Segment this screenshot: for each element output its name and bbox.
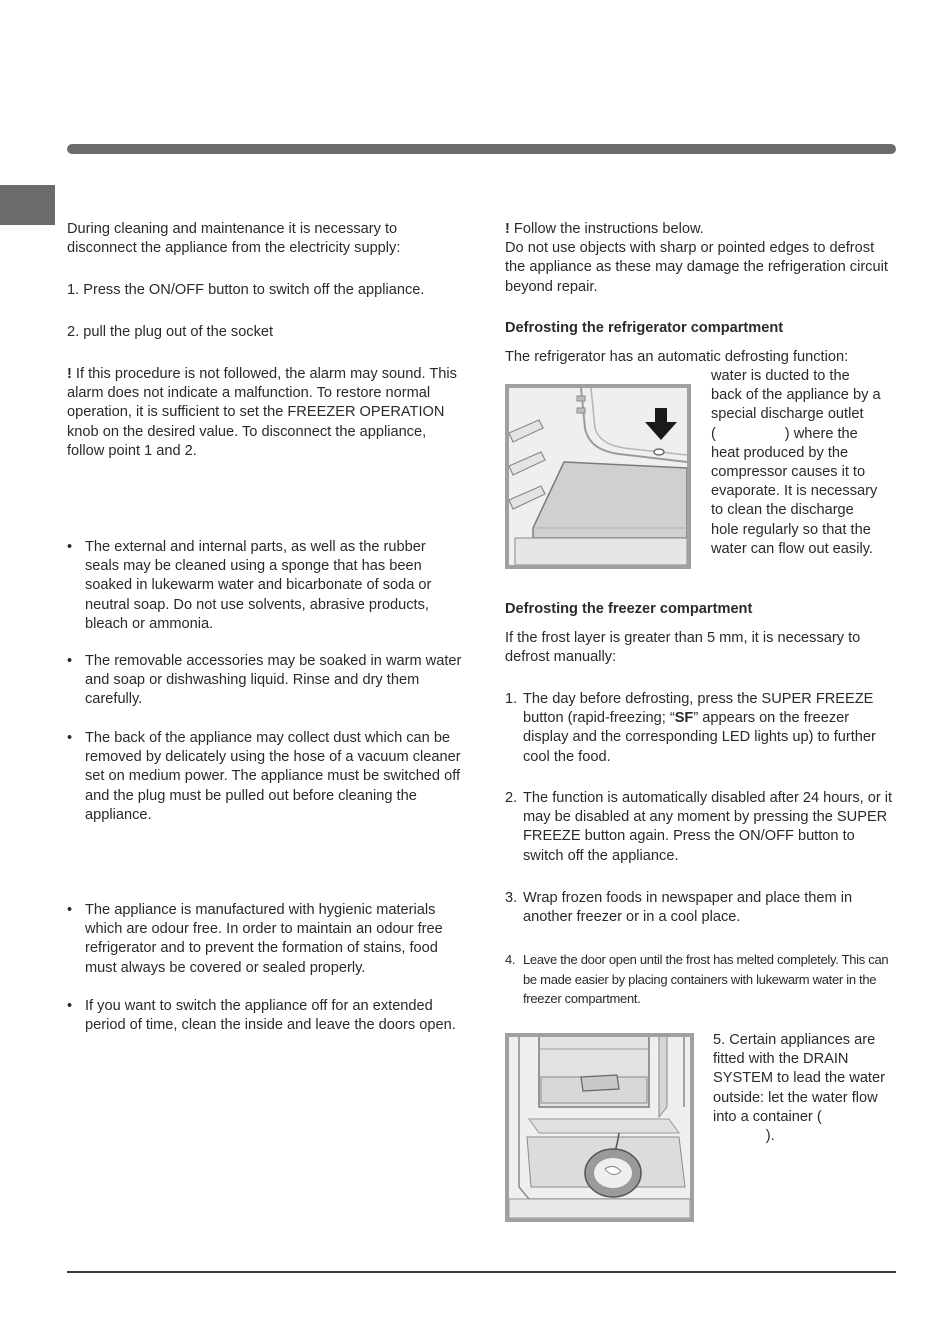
step-number: 4. <box>505 952 516 967</box>
list-item-text: The removable accessories may be soaked in warm water and soap or dishwashing liquid. Rinse and dry them carefully. <box>85 653 462 708</box>
wrap-line: into a container ( <box>713 1108 822 1125</box>
language-tab <box>0 185 55 225</box>
list-item <box>67 538 462 634</box>
list-item <box>67 652 462 710</box>
wrap-line: to clean the discharge <box>711 502 854 519</box>
sf-indicator: SF <box>674 710 694 727</box>
odour-list <box>67 901 462 978</box>
step-text: ” appears on the freezer display and the corresponding LED lights up) to further cool the food. <box>523 710 876 765</box>
freezer-step-2 <box>505 789 897 866</box>
wrap-line: outside: let the water flow <box>713 1089 878 1106</box>
wrap-line: water is ducted to the <box>711 368 850 384</box>
wrap-line: ( ) where the <box>711 425 858 442</box>
bullet-symbol: • <box>67 902 73 918</box>
fridge-defrost-wrap-text <box>711 367 901 559</box>
wrap-line: ). <box>713 1128 775 1145</box>
drain-system-figure <box>505 1033 694 1222</box>
freezer-defrost-heading: Defrosting the freezer compartment <box>505 601 753 617</box>
freezer-step-4 <box>505 950 897 1009</box>
cleaning-list <box>67 652 462 710</box>
alarm-warning <box>67 365 462 461</box>
list-item <box>67 901 462 978</box>
footer-rule <box>67 1271 896 1273</box>
step-text: Wrap frozen foods in newspaper and place them in another freezer or in a cool place. <box>523 890 853 926</box>
fridge-interior-illustration <box>509 388 687 565</box>
bullet-symbol: • <box>67 653 73 669</box>
cleaning-list <box>67 729 462 825</box>
wrap-line: 5. Certain appliances are <box>713 1032 876 1048</box>
intro-paragraph <box>67 220 462 258</box>
step-text: The day before defrosting, press the SUPER FREEZE button (rapid-freezing; “ <box>523 691 874 727</box>
bullet-symbol: • <box>67 539 73 555</box>
list-item-text: The back of the appliance may collect dust which can be removed by delicately using the hose of a vacuum cleaner set on medium power. The appliance must be switched off and the plug must be pulled out before cleaning the appliance. <box>85 730 461 823</box>
header-rule <box>67 144 896 154</box>
step-number: 3. <box>505 890 518 906</box>
step-number: 1. <box>505 691 518 707</box>
fridge-defrost-lead: The refrigerator has an automatic defrosting function: <box>505 349 849 365</box>
warning-text: Follow the instructions below. <box>509 221 704 237</box>
wrap-line: compressor causes it to <box>711 464 866 481</box>
list-item-text: If you want to switch the appliance off for an extended period of time, clean the inside and leave the doors open. <box>85 998 456 1034</box>
wrap-line: SYSTEM to lead the water <box>713 1070 885 1087</box>
step-2-text: 2. pull the plug out of the socket <box>67 324 274 340</box>
wrap-line: hole regularly so that the <box>711 521 871 538</box>
fridge-defrost-heading: Defrosting the refrigerator compartment <box>505 320 784 336</box>
warning-mark: ! <box>505 221 510 237</box>
wrap-line: back of the appliance by a <box>711 387 881 404</box>
list-item-text: The external and internal parts, as well as the rubber seals may be cleaned using a sponge that has been soaked in lukewarm water and bicarbonate of soda or neutral soap. Do not use solvents, abrasive products, bleach or ammonia. <box>85 539 432 632</box>
list-item <box>67 997 462 1035</box>
step-1-text: 1. Press the ON/OFF button to switch off the appliance. <box>67 282 425 298</box>
list-item-text: The appliance is manufactured with hygienic materials which are odour free. In order to maintain an odour free refrigerator and to prevent the formation of stains, food must always be covered or sealed properly. <box>85 902 443 976</box>
wrap-line: heat produced by the <box>711 444 849 461</box>
drain-container-illustration <box>509 1037 690 1218</box>
step-text: Leave the door open until the frost has melted completely. This can be made easier by placing containers with lukewarm water in the freezer compartment. <box>523 952 889 1006</box>
drain-system-wrap-text <box>713 1031 903 1146</box>
wrap-line: fitted with the DRAIN <box>713 1051 849 1068</box>
wrap-line: evaporate. It is necessary <box>711 483 878 500</box>
list-item <box>67 729 462 825</box>
freezer-step-1 <box>505 690 897 767</box>
defrost-warning <box>505 220 897 297</box>
step-text: The function is automatically disabled after 24 hours, or it may be disabled at any moment by pressing the SUPER FREEZE button again. Press the ON/OFF button to switch off the appliance. <box>523 790 893 864</box>
step-1 <box>67 281 462 300</box>
bullet-symbol: • <box>67 998 73 1014</box>
freezer-defrost-lead: If the frost layer is greater than 5 mm, it is necessary to defrost manually: <box>505 630 861 666</box>
wrap-line: special discharge outlet <box>711 406 864 423</box>
bullet-symbol: • <box>67 730 73 746</box>
warning-text: If this procedure is not followed, the alarm may sound. This alarm does not indicate a malfunction. To restore normal operation, it is sufficient to set the FREEZER OPERATION knob on the desired value. To disconnect the appliance, follow point 1 and 2. <box>67 366 457 459</box>
step-number: 2. <box>505 790 518 806</box>
odour-list <box>67 997 462 1035</box>
warning-mark: ! <box>67 366 72 382</box>
intro-text: During cleaning and maintenance it is necessary to disconnect the appliance from the electricity supply: <box>67 221 401 257</box>
fridge-outlet-figure <box>505 384 691 569</box>
cleaning-list <box>67 538 462 634</box>
wrap-line: water can flow out easily. <box>711 540 873 557</box>
warning-body: Do not use objects with sharp or pointed edges to defrost the appliance as these may damage the refrigeration circuit beyond repair. <box>505 240 888 295</box>
freezer-step-3 <box>505 889 897 927</box>
step-2 <box>67 323 462 342</box>
